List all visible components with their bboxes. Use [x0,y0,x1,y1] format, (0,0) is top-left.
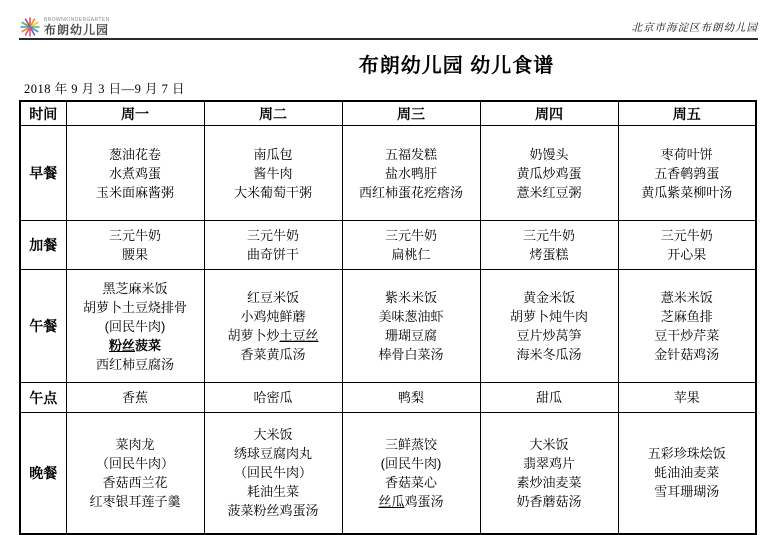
menu-item: 三鲜蒸饺 [384,436,437,452]
menu-item: 粉丝菠菜 [108,337,162,353]
menu-item: 盐水鸭肝 [384,165,437,181]
menu-item: 葱油花卷 [108,146,161,162]
row-label: 午点 [20,383,66,413]
menu-item: 素炒油麦菜 [516,474,582,490]
menu-cell [342,221,480,270]
menu-cell [480,270,618,383]
menu-item: 五香鹌鹑蛋 [654,165,720,181]
menu-item: 绣球豆腐肉丸 [233,446,312,462]
menu-item: 海米冬瓜汤 [516,347,582,362]
brand-name-en: BROWNKINDERGARTEN [44,17,110,23]
menu-cell [66,413,204,534]
menu-item: 胡萝卜炖牛肉 [509,309,588,324]
menu-item: 五福发糕 [384,146,437,162]
menu-item: 黄瓜紫菜柳叶汤 [641,184,733,200]
menu-cell [480,126,618,221]
column-header-3: 周三 [342,101,480,126]
menu-item: 西红柿豆腐汤 [95,356,174,372]
menu-item: 三元牛奶 [522,228,575,243]
menu-item: 胡萝卜炒土豆丝 [227,328,319,343]
menu-item: 小鸡炖鲜蘑 [240,309,306,324]
menu-item: 香菇西兰花 [102,474,168,490]
menu-item: 三元牛奶 [384,228,437,243]
school-name: 北京市海淀区布朗幼儿园 [631,23,758,34]
menu-item: 开心果 [667,247,707,262]
menu-item: 金针菇鸡汤 [654,347,720,362]
menu-item: 雪耳珊瑚汤 [654,484,720,500]
menu-item: （回民牛肉） [233,465,312,481]
table-header-row [20,101,756,126]
menu-item: 菠菜粉丝鸡蛋汤 [227,503,319,519]
menu-cell [66,270,204,383]
brand-logo-text [44,18,110,36]
menu-item: 甜瓜 [535,390,562,405]
menu-item: 黄瓜炒鸡蛋 [516,165,582,181]
row-label: 午餐 [20,270,66,383]
menu-cell [480,221,618,270]
menu-item: 豆干炒芹菜 [654,328,720,343]
column-header-4: 周四 [480,101,618,126]
menu-cell [204,383,342,413]
menu-cell [618,126,756,221]
menu-item: 大米葡萄干粥 [233,184,312,200]
table-row [20,383,756,413]
table-row [20,413,756,534]
menu-item: 胡萝卜土豆烧排骨 [82,299,187,315]
menu-item: 香菜黄瓜汤 [240,347,306,362]
column-header-2: 周二 [204,101,342,126]
column-header-1: 周一 [66,101,204,126]
menu-cell [480,383,618,413]
menu-item: 棒骨白菜汤 [378,347,444,362]
menu-item: (回民牛肉) [380,455,442,471]
menu-item: 三元牛奶 [660,228,713,243]
menu-cell [66,383,204,413]
menu-item: 烤蛋糕 [529,247,569,262]
brand-name-cn: 布朗幼儿园 [44,23,110,37]
menu-item: 芝麻鱼排 [660,309,713,324]
menu-item: 曲奇饼干 [246,247,299,262]
table-row [20,126,756,221]
menu-item: 蚝油油麦菜 [654,465,720,481]
menu-cell [66,221,204,270]
menu-cell [618,383,756,413]
menu-cell [480,413,618,534]
menu-item: 香菇菜心 [384,474,437,490]
menu-item: 扁桃仁 [391,247,431,262]
menu-item: 五彩珍珠烩饭 [647,446,726,462]
menu-cell [204,413,342,534]
column-header-0: 时间 [20,101,66,126]
brand-logo [19,16,110,38]
menu-item: 大米饭 [529,436,569,452]
menu-item: 薏米米饭 [660,290,713,305]
menu-item: 南瓜包 [253,146,293,162]
table-row [20,270,756,383]
menu-item: 豆片炒莴笋 [516,328,582,343]
menu-item: 紫米米饭 [384,290,437,305]
menu-cell [618,413,756,534]
menu-item: 珊瑚豆腐 [384,328,437,343]
table-row [20,221,756,270]
menu-cell [618,221,756,270]
menu-item: 酱牛肉 [253,165,293,181]
menu-item: 苹果 [673,390,700,405]
menu-item: 丝瓜鸡蛋汤 [378,493,444,509]
menu-item: 鸭梨 [397,390,424,405]
menu-item: 翡翠鸡片 [522,455,575,471]
menu-item: 奶香蘑菇汤 [516,493,582,509]
menu-cell [342,126,480,221]
starburst-icon [19,16,41,38]
menu-item: 三元牛奶 [246,228,299,243]
menu-item: 香蕉 [121,390,148,405]
menu-item: 水煮鸡蛋 [108,165,161,181]
menu-item: 薏米红豆粥 [516,184,582,200]
menu-item: 红豆米饭 [246,290,299,305]
menu-item: 菜肉龙 [115,436,155,452]
menu-item: 枣荷叶饼 [660,146,713,162]
menu-cell [342,413,480,534]
page-title: 布朗幼儿园 幼儿食谱 [358,55,555,77]
menu-table [19,100,757,535]
menu-cell [204,221,342,270]
menu-item: 黑芝麻米饭 [102,280,168,296]
menu-cell [204,126,342,221]
menu-item: 西红柿蛋花疙瘩汤 [358,184,463,200]
menu-item: 耗油生菜 [246,484,299,500]
menu-cell [66,126,204,221]
menu-item: 腰果 [121,247,148,262]
menu-item: 三元牛奶 [108,228,161,243]
menu-cell [618,270,756,383]
row-label: 晚餐 [20,413,66,534]
menu-item: (回民牛肉) [104,318,166,334]
menu-item: 玉米面麻酱粥 [95,184,174,200]
menu-item: 美味葱油虾 [378,309,444,324]
row-label: 早餐 [20,126,66,221]
date-range: 2018 年 9 月 3 日—9 月 7 日 [24,82,186,96]
menu-item: 奶馒头 [529,146,569,162]
row-label: 加餐 [20,221,66,270]
menu-item: 大米饭 [253,427,293,443]
menu-item: 黄金米饭 [522,290,575,305]
menu-cell [342,270,480,383]
page-header [19,0,758,40]
menu-item: 哈密瓜 [253,390,293,405]
menu-item: 红枣银耳莲子羹 [89,493,181,509]
column-header-5: 周五 [618,101,756,126]
menu-item: （回民牛肉） [95,455,174,471]
menu-cell [342,383,480,413]
menu-cell [204,270,342,383]
